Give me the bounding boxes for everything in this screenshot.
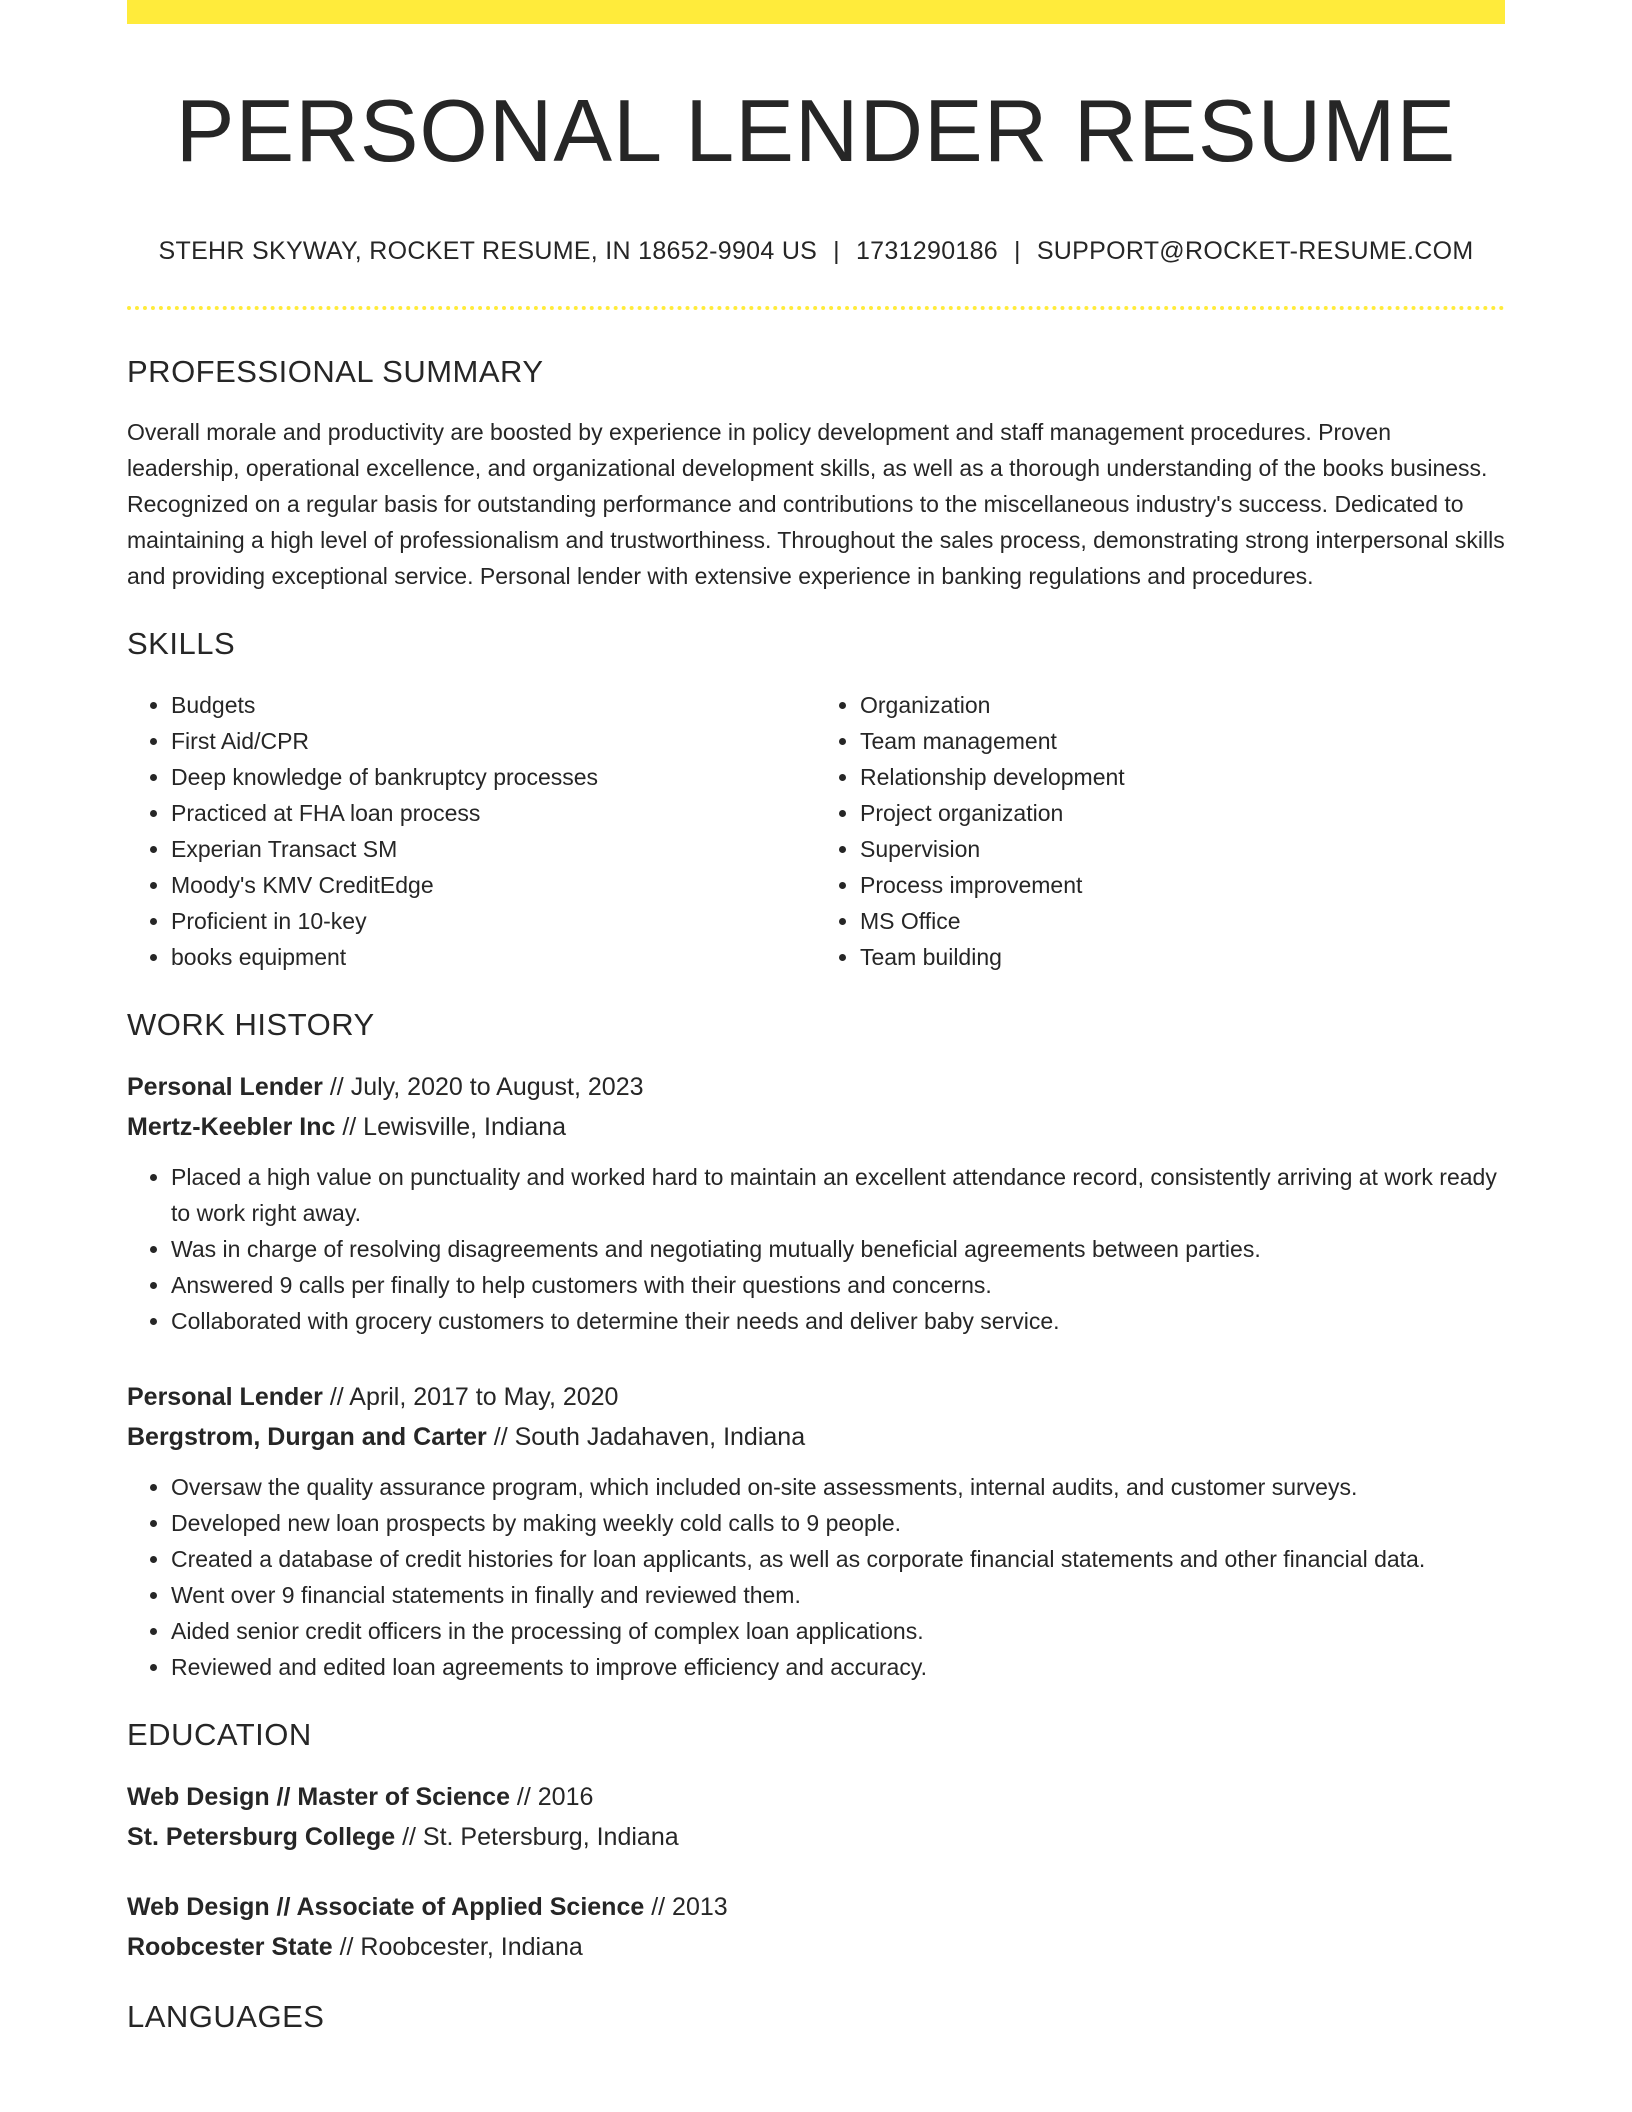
degree: Web Design // Associate of Applied Science	[127, 1893, 645, 1922]
job-bullet: • Created a database of credit histories for loan applicants, as well as corporate financial statements and other financial data.	[171, 1541, 1505, 1577]
job-entry	[127, 1377, 1505, 1685]
school-line	[127, 1927, 1505, 1967]
skills-left-list	[127, 687, 816, 975]
degree-line	[127, 1887, 1505, 1927]
skill-item: • Relationship development	[860, 759, 1505, 795]
job-bullets	[127, 1469, 1505, 1685]
job-bullet: • Developed new loan prospects by making weekly cold calls to 9 people.	[171, 1505, 1505, 1541]
resume-title: PERSONAL LENDER RESUME	[175, 81, 1457, 180]
school-line	[127, 1817, 1505, 1857]
job-company: Bergstrom, Durgan and Carter	[127, 1422, 487, 1451]
work-history-heading: WORK HISTORY	[127, 1006, 375, 1042]
job-bullet: • Went over 9 financial statements in finally and reviewed them.	[171, 1577, 1505, 1613]
job-dates: // April, 2017 to May, 2020	[322, 1382, 619, 1411]
languages-section	[127, 1997, 1505, 2037]
skill-item: • Process improvement	[860, 867, 1505, 903]
job-bullet: • Oversaw the quality assurance program, which included on-site assessments, internal audits, and customer surveys.	[171, 1469, 1505, 1505]
degree-line	[127, 1777, 1505, 1817]
contact-line	[127, 236, 1505, 266]
school-location: // St. Petersburg, Indiana	[395, 1823, 679, 1852]
skill-item: • Deep knowledge of bankruptcy processes	[171, 759, 816, 795]
resume-body	[127, 352, 1505, 2037]
skill-item: • Team building	[860, 939, 1505, 975]
job-entry	[127, 1067, 1505, 1339]
job-location: // Lewisville, Indiana	[335, 1112, 567, 1141]
contact-separator: |	[1014, 237, 1021, 265]
job-location: // South Jadahaven, Indiana	[486, 1422, 806, 1451]
work-history-section	[127, 1005, 1505, 1685]
job-title: Personal Lender	[127, 1072, 323, 1101]
skill-item: • Practiced at FHA loan process	[171, 795, 816, 831]
education-entry	[127, 1777, 1505, 1857]
skill-item: • Budgets	[171, 687, 816, 723]
skills-heading: SKILLS	[127, 626, 236, 662]
skill-item: • Organization	[860, 687, 1505, 723]
job-title: Personal Lender	[127, 1382, 323, 1411]
school-location: // Roobcester, Indiana	[332, 1933, 583, 1962]
skill-item: • Moody's KMV CreditEdge	[171, 867, 816, 903]
skill-item: • books equipment	[171, 939, 816, 975]
skill-item: • Team management	[860, 723, 1505, 759]
school: St. Petersburg College	[127, 1823, 396, 1852]
address: STEHR SKYWAY, ROCKET RESUME, IN 18652-9904 US	[158, 237, 818, 265]
job-company-line	[127, 1417, 1505, 1457]
job-dates: // July, 2020 to August, 2023	[322, 1072, 644, 1101]
languages-heading: LANGUAGES	[127, 1999, 325, 2035]
skill-item: • First Aid/CPR	[171, 723, 816, 759]
job-bullet: • Reviewed and edited loan agreements to improve efficiency and accuracy.	[171, 1649, 1505, 1685]
skills-columns	[127, 687, 1505, 975]
job-title-line	[127, 1377, 1505, 1417]
job-bullet: • Collaborated with grocery customers to determine their needs and deliver baby service.	[171, 1303, 1505, 1339]
school: Roobcester State	[127, 1933, 333, 1962]
summary-heading: PROFESSIONAL SUMMARY	[127, 354, 544, 389]
job-title-line	[127, 1067, 1505, 1107]
education-entry	[127, 1887, 1505, 1967]
top-accent-bar	[127, 0, 1505, 24]
job-bullet: • Aided senior credit officers in the processing of complex loan applications.	[171, 1613, 1505, 1649]
job-bullet: • Answered 9 calls per finally to help customers with their questions and concerns.	[171, 1267, 1505, 1303]
summary-text: Overall morale and productivity are boosted by experience in policy development and staff management procedures. Proven leadership, operational excellence, and organizational development skills, as well as a thorough understanding of the books business. Recognized on a regular basis for outstanding performance and contributions to the miscellaneous industry's success. Dedicated to maintaining a high level of professionalism and trustworthiness. Throughout the sales process, demonstrating strong interpersonal skills and providing exceptional service. Personal lender with extensive experience in banking regulations and procedures.	[127, 419, 1505, 590]
phone: 1731290186	[855, 237, 999, 265]
job-bullet: • Placed a high value on punctuality and worked hard to maintain an excellent attendance record, consistently arriving at work ready to work right away.	[171, 1159, 1505, 1231]
skill-item: • Project organization	[860, 795, 1505, 831]
degree-year: // 2013	[644, 1893, 728, 1922]
skills-right-list	[816, 687, 1505, 975]
job-bullet: • Was in charge of resolving disagreements and negotiating mutually beneficial agreements between parties.	[171, 1231, 1505, 1267]
education-heading: EDUCATION	[127, 1716, 312, 1752]
job-company: Mertz-Keebler Inc	[127, 1112, 336, 1141]
skill-item: • Experian Transact SM	[171, 831, 816, 867]
skills-section	[127, 624, 1505, 974]
education-section	[127, 1715, 1505, 1967]
degree: Web Design // Master of Science	[127, 1783, 510, 1812]
skill-item: • Supervision	[860, 831, 1505, 867]
job-bullets	[127, 1159, 1505, 1339]
contact-separator: |	[833, 237, 840, 265]
skill-item: • Proficient in 10-key	[171, 903, 816, 939]
job-company-line	[127, 1107, 1505, 1147]
dotted-divider	[127, 306, 1505, 310]
degree-year: // 2016	[509, 1783, 594, 1812]
email: SUPPORT@ROCKET-RESUME.COM	[1036, 237, 1474, 265]
summary-section	[127, 352, 1505, 594]
skill-item: • MS Office	[860, 903, 1505, 939]
